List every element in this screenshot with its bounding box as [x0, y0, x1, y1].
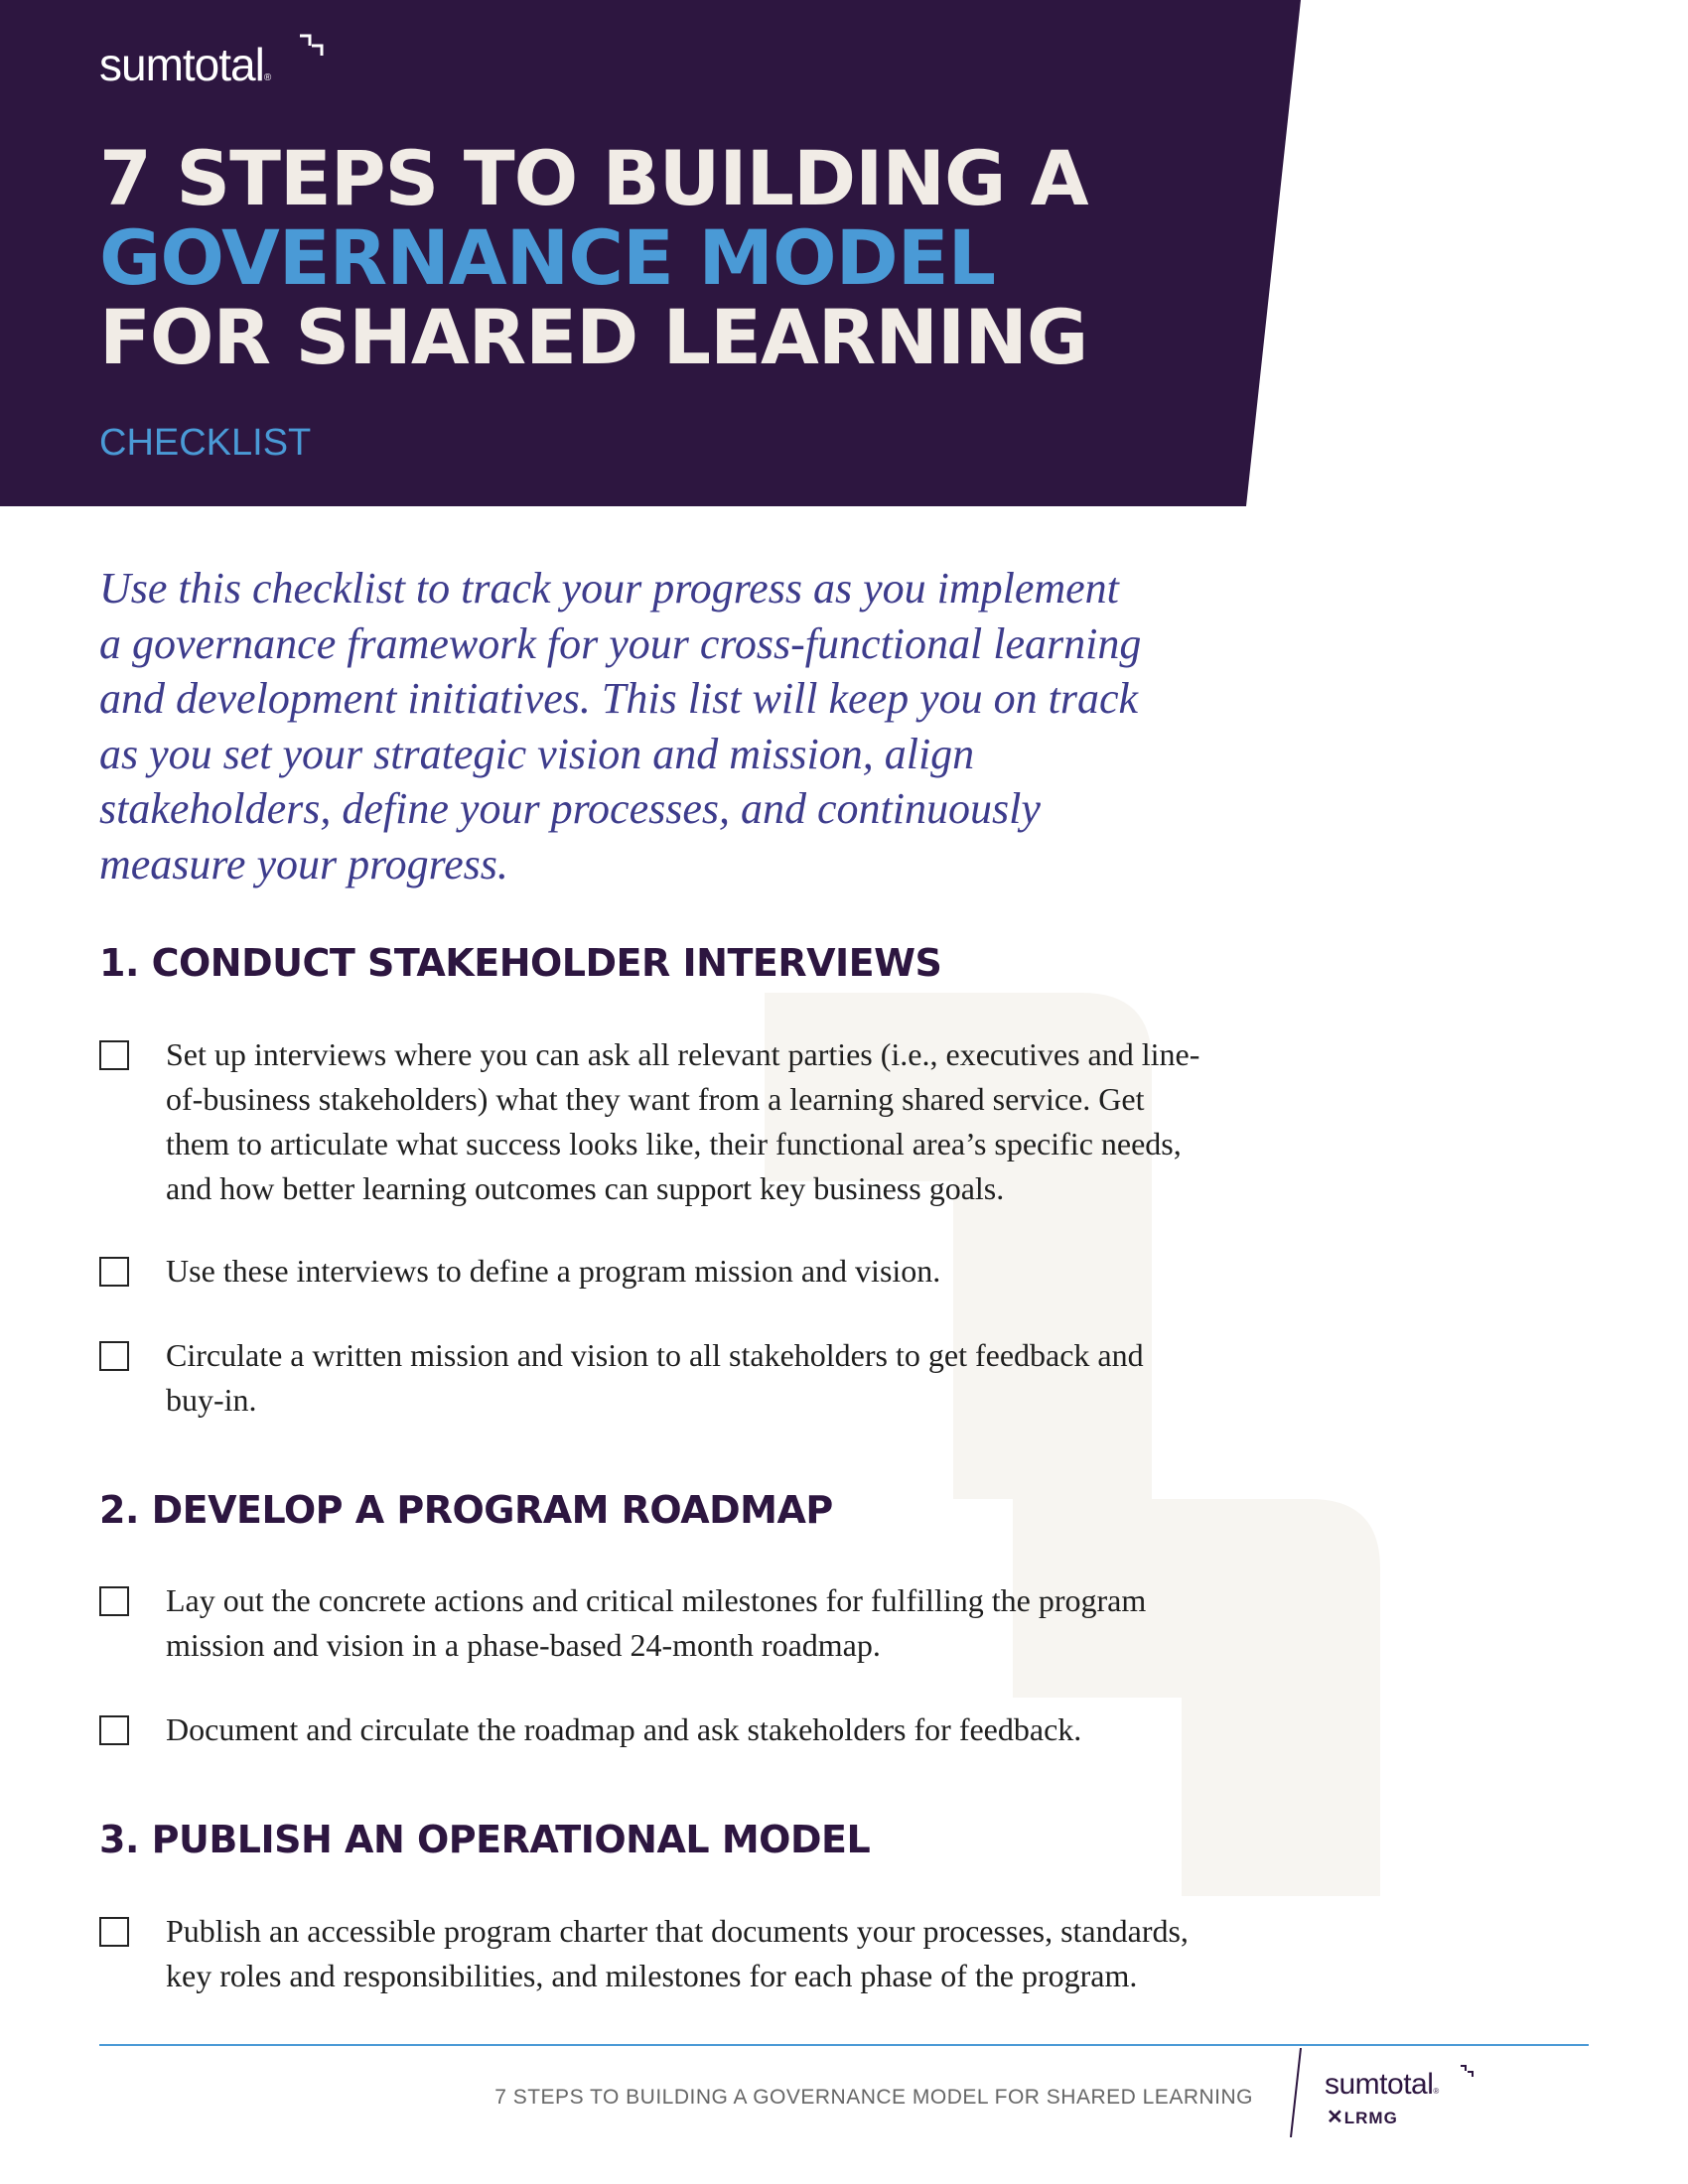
intro-paragraph	[99, 561, 1221, 891]
intro-line: stakeholders, define your processes, and continuously	[99, 784, 1041, 833]
checklist-item	[99, 1707, 1370, 1752]
footer-lrmg-logo: ✕LRMG	[1327, 2107, 1398, 2128]
sumtotal-logo	[99, 38, 270, 91]
checklist-item-text: Set up interviews where you can ask all relevant parties (i.e., executives and line- of-business stakeholders) what they want from a learning shared service. Get them to articulate what success looks like, their functional area’s specific needs, and how better learning outcomes can support key business goals.	[166, 1036, 1200, 1206]
checkbox[interactable]	[99, 1257, 129, 1287]
intro-line: and development initiatives. This list will keep you on track	[99, 674, 1139, 723]
checklist-item-text: Publish an accessible program charter that documents your processes, standards, key roles and responsibilities, and milestones for each phase of the program.	[166, 1913, 1189, 1993]
logo-reg-mark: ®	[263, 72, 271, 83]
checklist-item	[99, 1333, 1370, 1423]
checkbox[interactable]	[99, 1917, 129, 1947]
section-1-title: 1. CONDUCT STAKEHOLDER INTERVIEWS	[99, 941, 942, 985]
section-3-title: 3. PUBLISH AN OPERATIONAL MODEL	[99, 1818, 871, 1861]
checklist-item	[99, 1909, 1370, 1998]
checkbox[interactable]	[99, 1586, 129, 1616]
section-2-title: 2. DEVELOP A PROGRAM ROADMAP	[99, 1488, 833, 1532]
checkbox[interactable]	[99, 1715, 129, 1745]
intro-line: a governance framework for your cross-functional learning	[99, 618, 1142, 668]
footer-divider	[99, 2044, 1589, 2046]
page-title	[99, 134, 1088, 381]
checklist-label: CHECKLIST	[99, 422, 312, 464]
intro-line: as you set your strategic vision and mission, align	[99, 729, 975, 778]
checklist-item-text: Use these interviews to define a program mission and vision.	[166, 1253, 941, 1289]
checklist-item	[99, 1032, 1370, 1211]
title-line-1: 7 STEPS TO BUILDING A	[99, 134, 1088, 222]
intro-line: Use this checklist to track your progress as you implement	[99, 564, 1119, 613]
footer-logo-arrows-icon	[1460, 2065, 1477, 2081]
checklist-item	[99, 1249, 1370, 1294]
title-line-2: GOVERNANCE MODEL	[99, 213, 996, 302]
footer-slash-divider	[1289, 2048, 1303, 2137]
intro-line: measure your progress.	[99, 839, 508, 888]
title-line-3: FOR SHARED LEARNING	[99, 293, 1088, 381]
checklist-item-text: Document and circulate the roadmap and ask stakeholders for feedback.	[166, 1711, 1082, 1747]
checklist-item-text: Lay out the concrete actions and critical milestones for fulfilling the program mission and vision in a phase-based 24-month roadmap.	[166, 1582, 1147, 1663]
footer-sumtotal-logo: sumtotal®	[1325, 2068, 1439, 2101]
checklist-item	[99, 1578, 1370, 1668]
checklist-item-text: Circulate a written mission and vision to all stakeholders to get feedback and buy-in.	[166, 1337, 1144, 1418]
checkbox[interactable]	[99, 1040, 129, 1070]
logo-text: sumtotal	[99, 39, 264, 90]
x-mark-icon: ✕	[1327, 2107, 1344, 2128]
footer-title: 7 STEPS TO BUILDING A GOVERNANCE MODEL FOR SHARED LEARNING	[494, 2086, 1253, 2109]
logo-arrows-icon	[298, 34, 332, 64]
checkbox[interactable]	[99, 1341, 129, 1371]
